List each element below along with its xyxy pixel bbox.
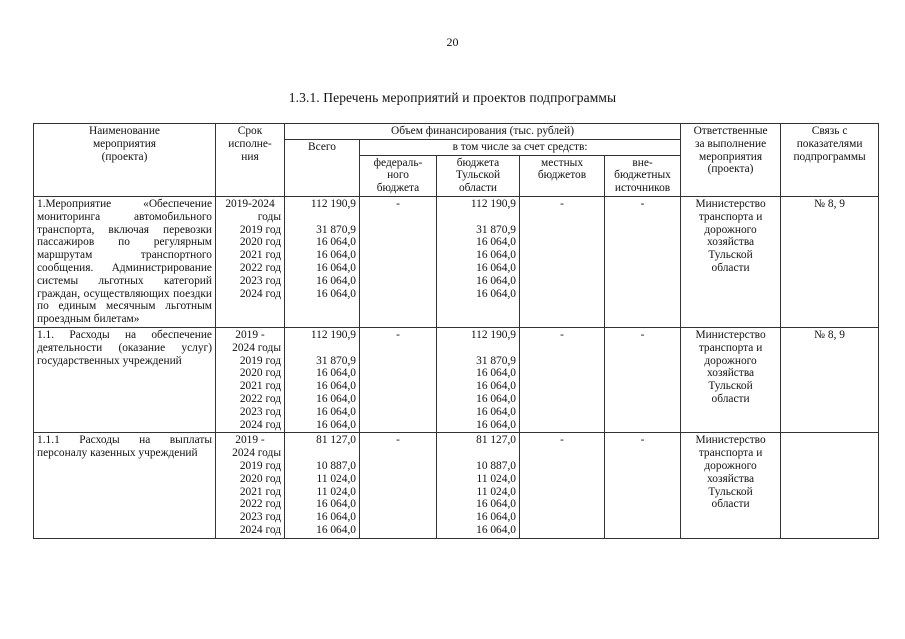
header-federal [360,155,437,196]
cell-line: Министерство [695,328,766,341]
cell-line: 16 064,0 [476,380,516,393]
cell-line: 16 064,0 [316,511,356,524]
row-name: 1.1.1 Расходы на выплаты персоналу казенных учреждений [34,433,216,538]
row-extra: - [605,327,681,432]
cell-line: 2022 год [239,261,281,274]
cell-line: местных [540,156,584,169]
cell-line: Тульской [708,485,753,498]
cell-line: 2019 - [235,328,265,341]
cell-line: области [458,182,498,195]
cell-line: 31 870,9 [316,223,356,236]
cell-line: 16 064,0 [476,367,516,380]
cell-line: 10 887,0 [476,459,516,472]
cell-line: федераль- [373,156,423,169]
cell-line: 16 064,0 [476,523,516,536]
row-name: 1.Мероприятие «Обеспечение мониторинга автомобильного транспорта, включая перевозки пассажиров по регулярным маршрутам транспортного сообщения. Администрирование системы льготных категорий граждан, осуществляющих поездки по единым месячным льготным проездным билетам» [34,196,216,327]
cell-line: 31 870,9 [476,223,516,236]
table-row [34,196,879,327]
table-row [34,433,879,538]
cell-line: 11 024,0 [316,485,356,498]
cell-line: хозяйства [707,472,755,485]
cell-line: 16 064,0 [316,523,356,536]
cell-line: Ответственные [693,125,768,137]
cell-line: 2024 годы [232,447,281,460]
cell-line: 16 064,0 [316,418,356,431]
cell-line: бюджетных [614,169,671,182]
cell-line: 2021 год [239,380,281,393]
cell-line: годы [257,210,281,223]
section-title: 1.3.1. Перечень мероприятий и проектов подпрограммы [288,90,617,105]
cell-line: ного [387,169,409,182]
cell-line: 2022 год [239,392,281,405]
cell-line: дорожного [704,354,757,367]
cell-line: 2020 год [239,236,281,249]
cell-line: 16 064,0 [316,405,356,418]
row-term [216,196,285,327]
cell-line: 112 190,9 [470,197,516,210]
cell-line: дорожного [704,223,757,236]
cell-line: 2023 год [239,405,281,418]
cell-line: показателями [796,137,863,150]
header-link [781,124,879,197]
cell-line: 31 870,9 [316,354,356,367]
cell-line: транспорта и [698,210,763,223]
cell-line: (проекта) [707,163,754,176]
cell-line: источников [614,182,671,195]
cell-line: 2024 год [239,523,281,536]
row-regional [437,327,520,432]
cell-line: 2020 год [239,367,281,380]
cell-line: 16 064,0 [476,261,516,274]
cell-line: мероприятия [699,150,763,163]
cell-line: бюджета [376,182,420,195]
page-number: 20 [446,35,459,49]
cell-line: вне- [632,156,653,169]
row-responsible [681,196,781,327]
cell-line: 112 190,9 [470,328,516,341]
cell-line: 81 127,0 [476,434,516,447]
cell-line: 2020 год [239,472,281,485]
cell-line: Связь с [811,125,848,137]
cell-line: Министерство [695,434,766,447]
cell-line [440,342,516,355]
row-name: 1.1. Расходы на обеспечение деятельности (оказание услуг) государственных учреждений [34,327,216,432]
header-regional [437,155,520,196]
cell-line [440,211,516,224]
row-link: № 8, 9 [781,196,879,327]
cell-line: 16 064,0 [476,236,516,249]
cell-line: 112 190,9 [310,197,356,210]
cell-line: 2019 год [239,223,281,236]
cell-line: транспорта и [698,447,763,460]
cell-line: 2019 год [239,354,281,367]
row-term [216,327,285,432]
measures-table [33,123,879,539]
row-total [285,327,360,432]
row-local: - [520,433,605,538]
cell-line: 2021 год [239,485,281,498]
cell-line: 2024 год [239,287,281,300]
cell-line: 16 064,0 [476,287,516,300]
cell-line: мероприятия [92,137,157,150]
row-link [781,433,879,538]
cell-line: (проекта) [101,150,148,163]
header-extra [605,155,681,196]
cell-line: 16 064,0 [316,498,356,511]
cell-line [288,447,356,460]
cell-line: 2019-2024 [225,197,275,210]
cell-line: хозяйства [707,367,755,380]
cell-line: 112 190,9 [310,328,356,341]
row-responsible [681,433,781,538]
table-row [34,327,879,432]
cell-line: области [711,261,750,274]
header-total: Всего [285,139,360,196]
cell-line: 16 064,0 [476,405,516,418]
cell-line: 10 887,0 [316,459,356,472]
cell-line: 16 064,0 [476,498,516,511]
row-regional [437,433,520,538]
row-extra: - [605,196,681,327]
cell-line: за выполнение [694,137,767,150]
cell-line: 16 064,0 [316,380,356,393]
cell-line: 81 127,0 [316,434,356,447]
cell-line: 16 064,0 [316,261,356,274]
cell-line: Тульской [708,380,753,393]
header-responsible [681,124,781,197]
cell-line: 2023 год [239,274,281,287]
cell-line: Министерство [695,197,766,210]
header-row-1 [34,124,879,140]
cell-line: Тульской [708,249,753,262]
cell-line: 2019 - [235,434,265,447]
row-total [285,196,360,327]
row-total [285,433,360,538]
cell-line: 11 024,0 [476,485,516,498]
cell-line: 31 870,9 [476,354,516,367]
cell-line: хозяйства [707,236,755,249]
cell-line: Тульской [455,169,501,182]
cell-line: 16 064,0 [316,236,356,249]
cell-line: бюджетов [537,169,587,182]
row-extra: - [605,433,681,538]
row-local: - [520,196,605,327]
header-term [216,124,285,197]
row-link: № 8, 9 [781,327,879,432]
cell-line: 2022 год [239,498,281,511]
cell-line: области [711,498,750,511]
cell-line: исполне- [228,137,272,150]
row-term [216,433,285,538]
cell-line [288,211,356,224]
cell-line: Наименование [89,125,160,137]
row-regional [437,196,520,327]
cell-line: 16 064,0 [316,274,356,287]
cell-line: 2023 год [239,511,281,524]
cell-line: области [711,392,750,405]
cell-line: ния [241,150,259,163]
cell-line [288,342,356,355]
cell-line: 16 064,0 [316,249,356,262]
cell-line: 16 064,0 [476,418,516,431]
cell-line: 11 024,0 [476,472,516,485]
cell-line: 16 064,0 [476,249,516,262]
header-funding: Объем финансирования (тыс. рублей) [285,124,681,140]
header-name [34,124,216,197]
cell-line: 2024 год [239,418,281,431]
cell-line: бюджета [456,156,500,169]
cell-line: 16 064,0 [316,367,356,380]
cell-line: дорожного [704,459,757,472]
cell-line: Срок [237,125,263,137]
row-responsible [681,327,781,432]
cell-line: 16 064,0 [476,274,516,287]
row-federal: - [360,327,437,432]
cell-line: подпрограммы [793,150,866,163]
header-local [520,155,605,196]
cell-line: 2024 годы [232,341,281,354]
cell-line [440,447,516,460]
row-local: - [520,327,605,432]
row-federal: - [360,196,437,327]
cell-line: 16 064,0 [476,392,516,405]
cell-line: 2019 год [239,459,281,472]
cell-line: 16 064,0 [476,511,516,524]
cell-line: 16 064,0 [316,287,356,300]
header-including: в том числе за счет средств: [360,139,681,155]
cell-line: транспорта и [698,341,763,354]
cell-line: 16 064,0 [316,392,356,405]
cell-line: 2021 год [239,249,281,262]
cell-line: 11 024,0 [316,472,356,485]
row-federal: - [360,433,437,538]
